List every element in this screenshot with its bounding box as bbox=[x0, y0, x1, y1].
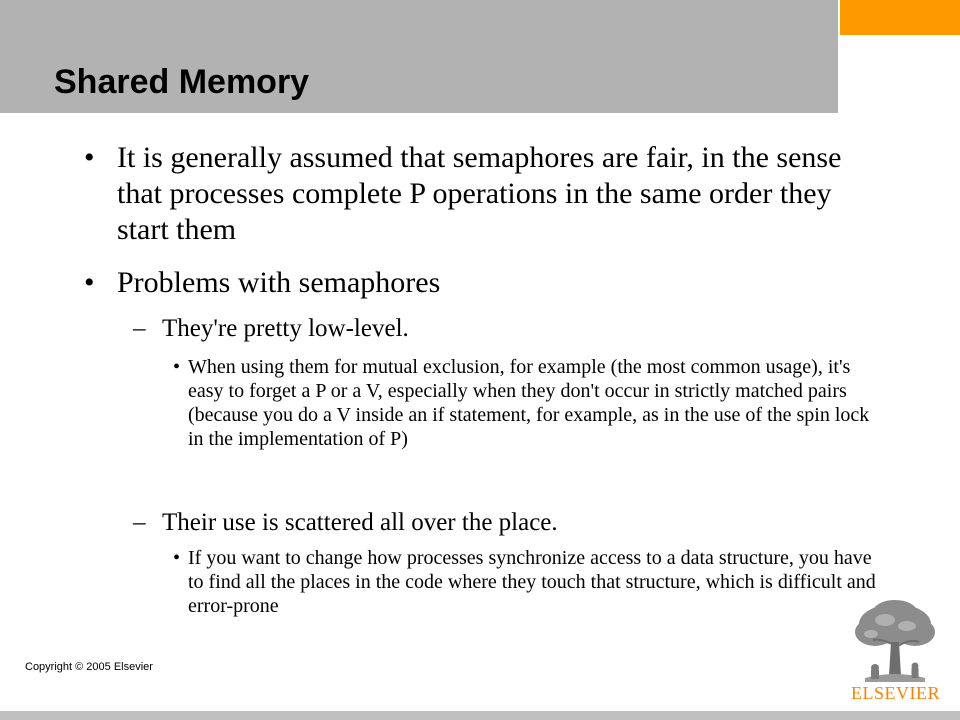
copyright-text: Copyright © 2005 Elsevier bbox=[25, 661, 153, 673]
bullet-icon: • bbox=[173, 547, 181, 569]
bottom-band bbox=[0, 711, 960, 720]
slide-title: Shared Memory bbox=[54, 63, 310, 101]
bullet-icon: • bbox=[84, 266, 95, 299]
bullet-item bbox=[84, 265, 862, 301]
elsevier-logo-text: ELSEVIER bbox=[851, 683, 940, 703]
detail-item bbox=[173, 546, 878, 618]
dash-icon: – bbox=[133, 509, 146, 536]
accent-block bbox=[840, 0, 960, 35]
sub-bullet-item bbox=[133, 508, 862, 538]
bullet-icon: • bbox=[84, 141, 95, 174]
bullet-text: Problems with semaphores bbox=[117, 266, 441, 299]
dash-icon: – bbox=[133, 315, 146, 342]
sub-bullet-item bbox=[133, 314, 862, 344]
detail-text: If you want to change how processes synchronize access to a data structure, you have to find all the places in the code where they touch that structure, which is difficult and error-prone bbox=[188, 547, 876, 617]
detail-item bbox=[173, 355, 878, 451]
sub-bullet-text: They're pretty low-level. bbox=[162, 315, 409, 342]
sub-bullet-text: Their use is scattered all over the place. bbox=[162, 509, 558, 536]
bullet-item bbox=[84, 140, 862, 248]
bullet-icon: • bbox=[173, 356, 181, 378]
detail-text: When using them for mutual exclusion, for example (the most common usage), it's easy to forget a P or a V, especially when they don't occur in strictly matched pairs (because you do a V inside an if statement, for example, as in the use of the spin lock in the implementation of P) bbox=[188, 356, 870, 450]
bullet-text: It is generally assumed that semaphores are fair, in the sense that processes complete P operations in the same order they start them bbox=[117, 141, 842, 246]
